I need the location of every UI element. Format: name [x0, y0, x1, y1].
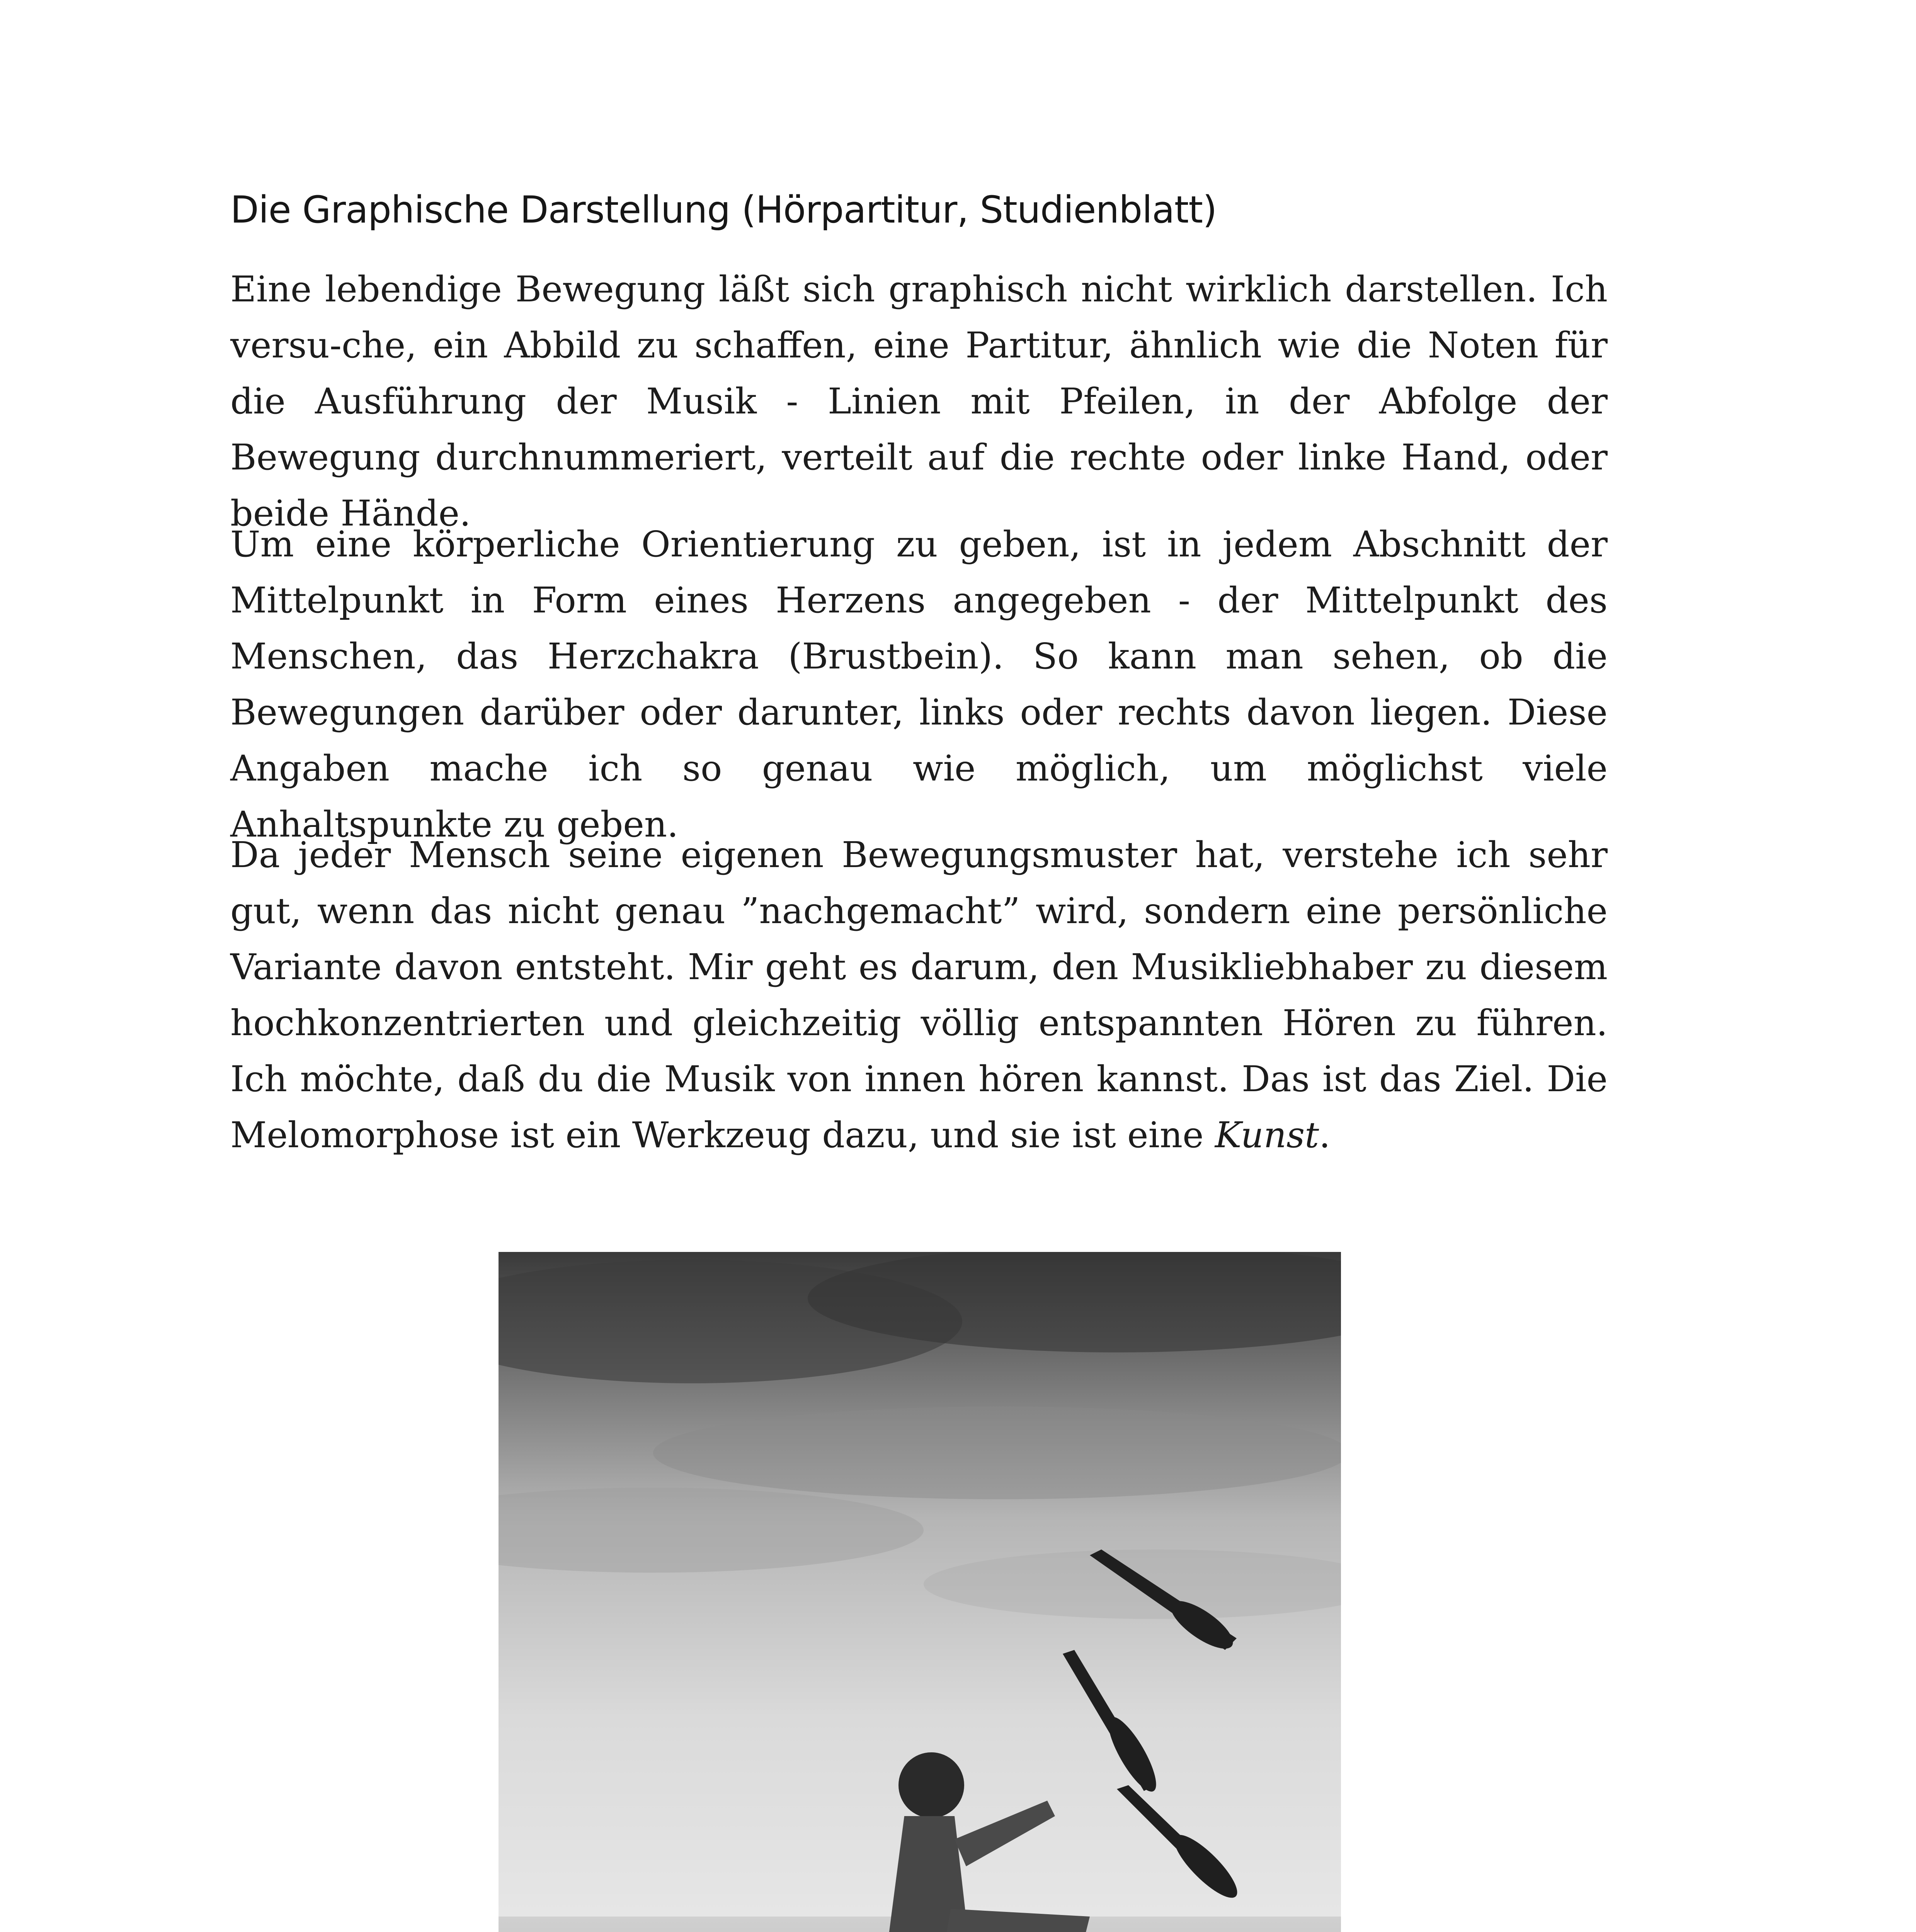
section-heading: Die Graphische Darstellung (Hörpartitur, Studienblatt) [230, 188, 1217, 231]
paragraph-3 [230, 827, 1608, 1163]
paragraph-1: Eine lebendige Bewegung läßt sich graphisch nicht wirklich darstellen. Ich versu-che, ein Abbild zu schaffen, eine Partitur, ähnlich wie die Noten für die Ausführung der Musik - Linien mit Pfeilen, in der Abfolge der Bewegung durchnummeriert, verteilt auf die rechte oder linke Hand, oder beide Hände. [230, 269, 1608, 534]
paragraph-3-emphasis: Kunst [1215, 1114, 1319, 1156]
paragraph-2: Um eine körperliche Orientierung zu geben, ist in jedem Abschnitt der Mittelpunkt in Form eines Herzens angegeben - der Mittelpunkt des Menschen, das Herzchakra (Brustbein). So kann man sehen, ob die Bewegungen darüber oder darunter, links oder rechts davon liegen. Diese Angaben mache ich so genau wie möglich, um möglichst viele Anhaltspunkte zu geben. [230, 524, 1608, 845]
paragraph-3-text: Da jeder Mensch seine eigenen Bewegungsmuster hat, verstehe ich sehr gut, wenn das nicht genau ”nachgemacht” wird, sondern eine persönliche Variante davon entsteht. Mir geht es darum, den Musikliebhaber zu diesem hochkonzentrierten und gleichzeitig völlig entspannten Hören zu führen. Ich möchte, daß du die Musik von innen hören kannst. Das ist das Ziel. Die Melomorphose ist ein Werkzeug dazu, und sie ist eine [230, 834, 1608, 1156]
juggler-beach-photo [499, 1252, 1341, 1932]
paragraph-3-end: . [1319, 1114, 1331, 1156]
